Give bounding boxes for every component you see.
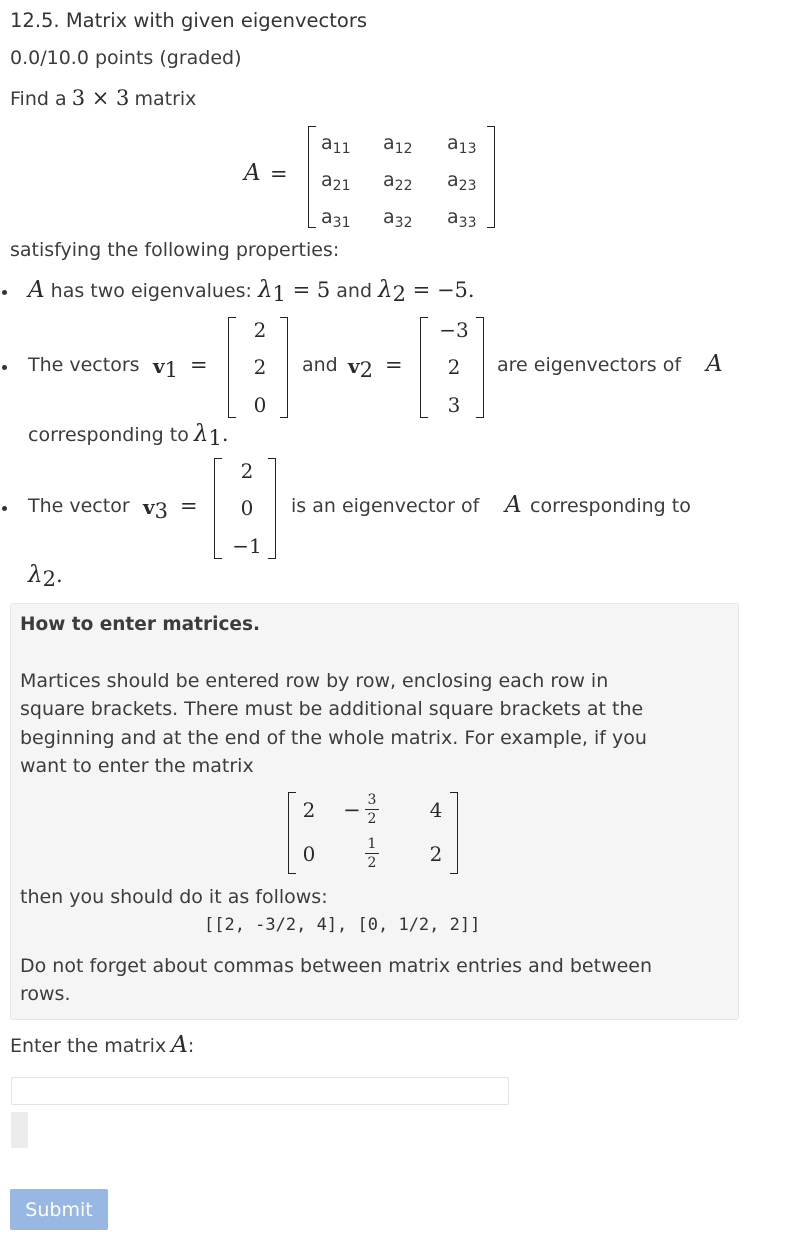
vector-v2-left-bracket [420,317,428,418]
matrix-A-right-bracket [487,126,495,228]
hint-paragraph-line: square brackets. There must be additional square brackets at the [20,698,644,720]
matrix-entry: $a_{22}$ [383,169,413,194]
matrix-A-name: A [244,160,261,186]
matrix-entry: $a_{33}$ [447,206,477,231]
satisfying-text: satisfying the following properties: [10,239,340,261]
find-matrix-line [10,86,196,110]
example-fraction: 1 2 [365,836,379,871]
hint-reminder-line: Do not forget about commas between matrix entries and between [20,955,653,977]
vector-v3-right-bracket [268,458,276,559]
vector-v2-right-bracket [476,317,484,418]
example-entry-sign: − [343,798,361,822]
vector-v1-right-bracket [280,317,288,418]
matrix-entry: $a_{31}$ [321,206,351,231]
vector-entry: 2 [447,355,461,379]
eigenvalues-bullet: A has two eigenvalues: $\lambda_1 = 5$ and $\lambda_2 = -5$. [28,277,475,306]
vector-entry: −1 [232,534,262,558]
vector-v3-left-bracket [214,458,222,559]
matrix-entry: $a_{11}$ [321,132,351,157]
hint-code-example: [[2, -3/2, 4], [0, 1/2, 2]] [204,915,481,935]
vector-entry: 3 [447,393,461,417]
example-entry: 0 [302,842,316,866]
bullet-dot [2,506,7,511]
vector-entry: 2 [253,318,267,342]
matrix-entry: $a_{23}$ [447,169,477,194]
hint-heading: How to enter matrices. [20,614,261,635]
example-right-bracket [450,792,458,874]
bullet-dot [2,290,7,295]
matrix-answer-input[interactable] [11,1077,509,1105]
example-left-bracket [288,792,296,874]
problem-title: 12.5. Matrix with given eigenvectors [10,9,368,32]
matrix-entry: $a_{12}$ [383,132,413,157]
vector-entry: −3 [439,318,469,342]
hint-then-text: then you should do it as follows: [20,886,328,908]
matrix-entry: $a_{13}$ [447,132,477,157]
hint-paragraph-line: beginning and at the end of the whole matrix. For example, if you [20,727,647,749]
submit-button[interactable]: Submit [10,1189,108,1230]
example-entry: 4 [429,798,443,822]
dimension-text: 3 × 3 [71,86,130,110]
example-entry: 2 [429,842,443,866]
vector-entry: 0 [240,496,254,520]
matrix-A-left-bracket [308,126,316,228]
vector-v1-left-bracket [228,317,236,418]
bullet-dot [2,365,7,370]
answer-status-indicator [11,1112,28,1148]
hint-paragraph-line: Martices should be entered row by row, enclosing each row in [20,670,609,692]
answer-prompt: Enter the matrix A: [10,1032,195,1058]
find-a-text: Find a [10,88,67,110]
points-label: 0.0/10.0 points (graded) [10,47,242,69]
vector-entry: 0 [253,393,267,417]
example-entry: 2 [302,798,316,822]
matrix-entry: $a_{32}$ [383,206,413,231]
example-fraction: 3 2 [365,792,379,827]
hint-paragraph-line: want to enter the matrix [20,755,254,777]
matrix-entry: $a_{21}$ [321,169,351,194]
vector-entry: 2 [240,459,254,483]
vector-entry: 2 [253,355,267,379]
matrix-word: matrix [134,88,197,110]
matrix-A-equals: = [270,162,288,186]
hint-reminder-line: rows. [20,983,71,1005]
